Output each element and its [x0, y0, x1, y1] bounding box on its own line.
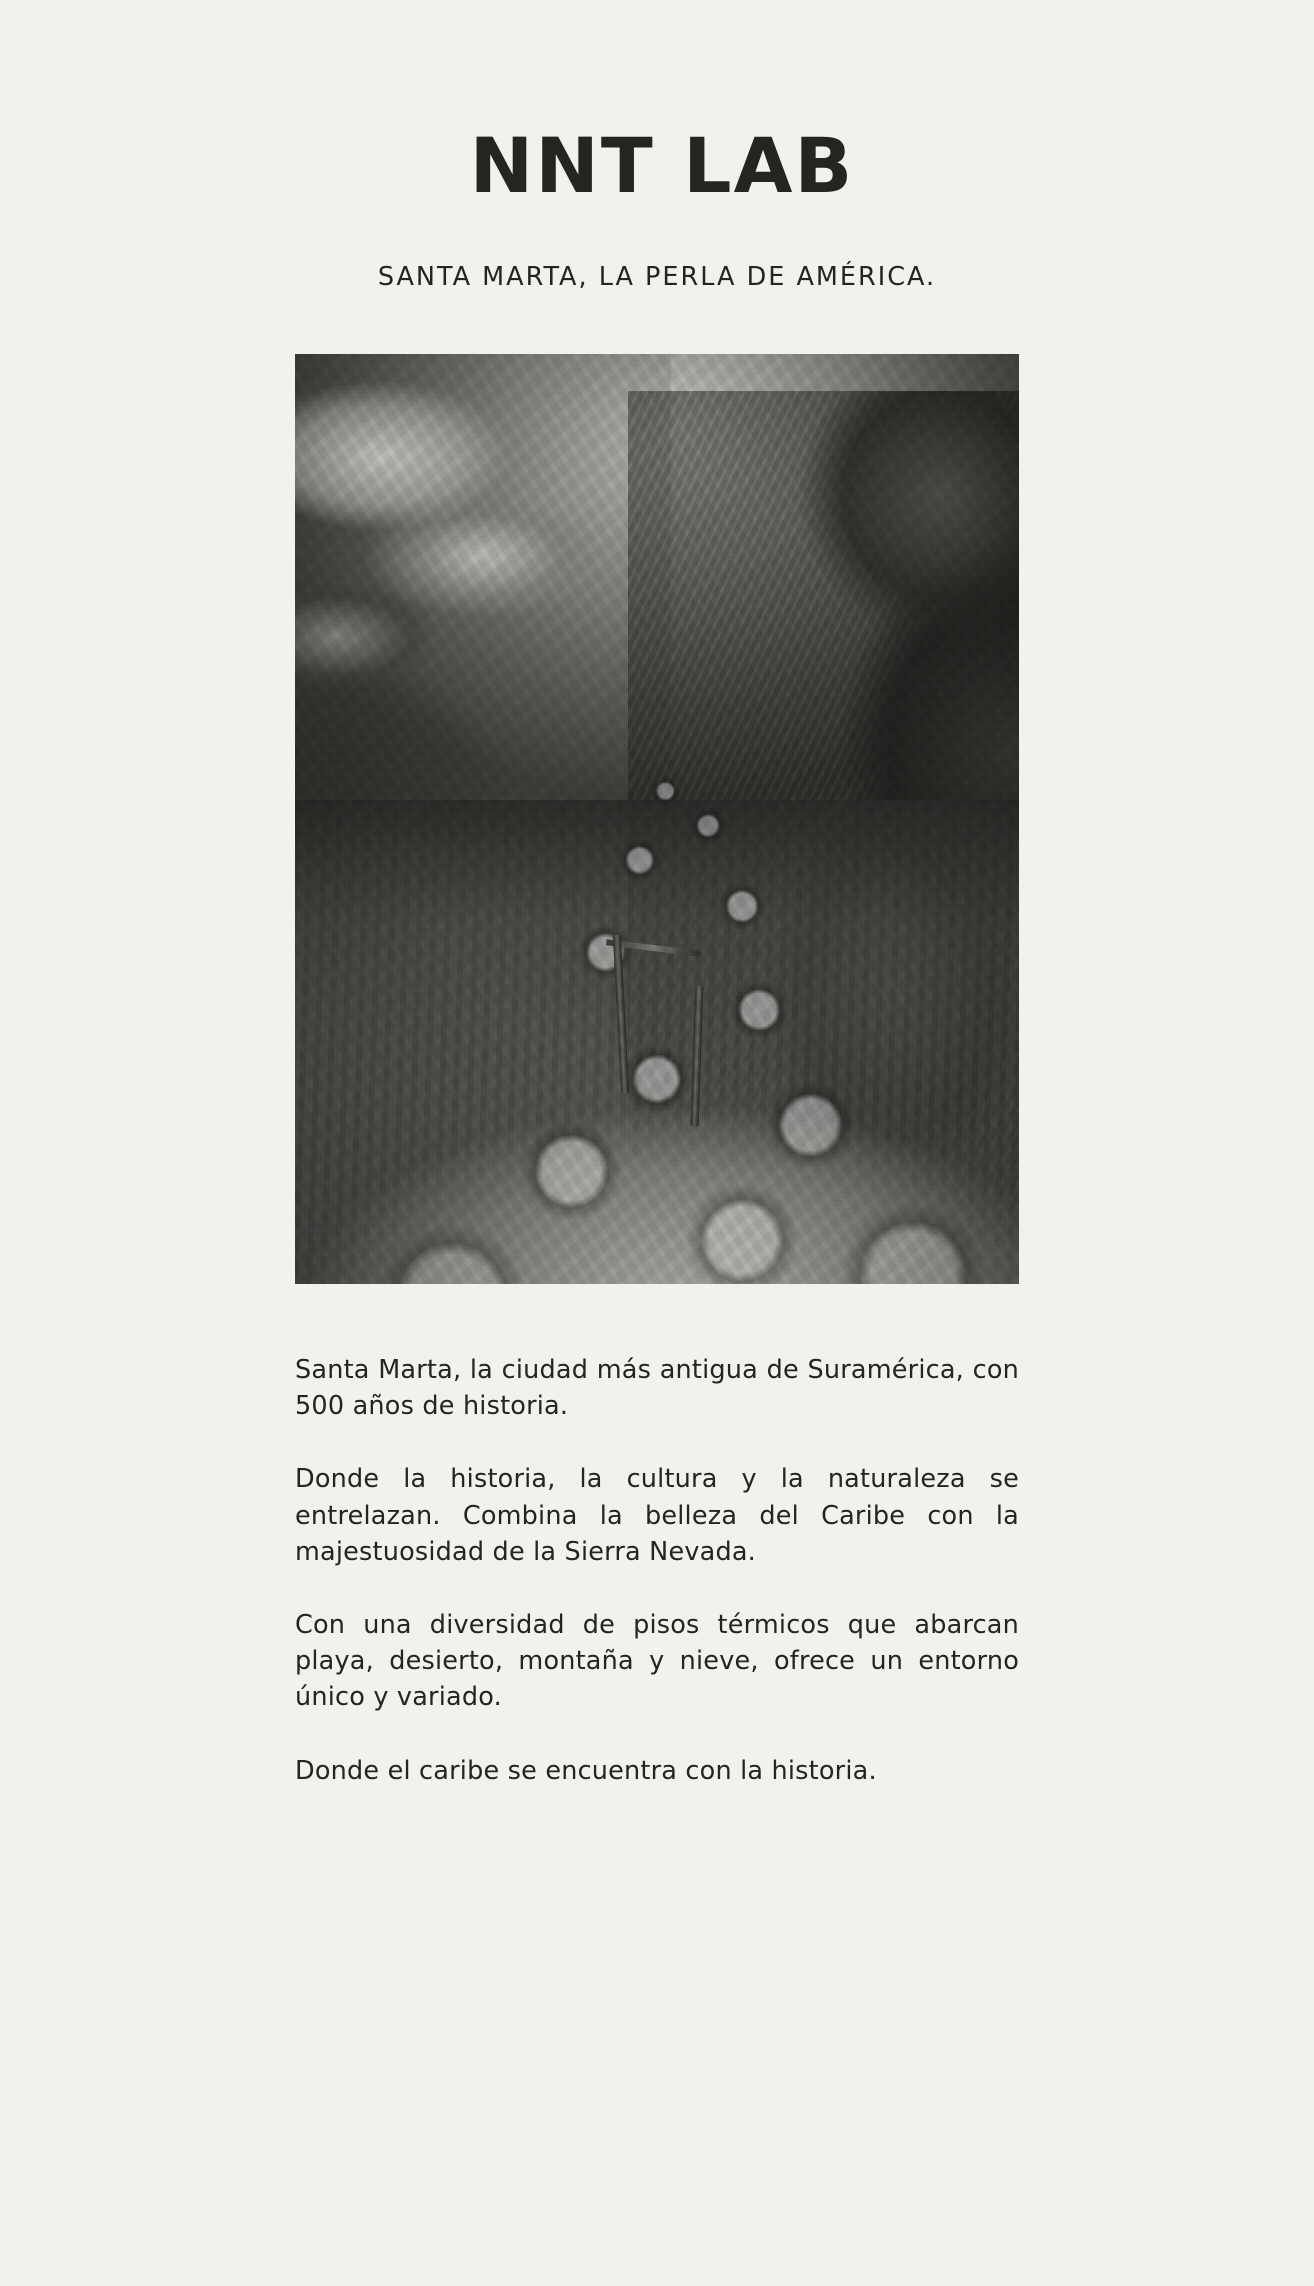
paragraph-1: Santa Marta, la ciudad más antigua de Suramérica, con 500 años de historia. [295, 1355, 1019, 1422]
body-copy [295, 1284, 1019, 1789]
photo-container [295, 354, 1019, 1284]
paragraph-3: Con una diversidad de pisos térmicos que abarcan playa, desierto, montaña y nieve, ofrece un entorno único y variado. [295, 1610, 1019, 1713]
jungle-stone-path-photo [295, 354, 1019, 1284]
page-subtitle: SANTA MARTA, LA PERLA DE AMÉRICA. [377, 262, 937, 292]
photo-layer-grain [295, 354, 1019, 1284]
paragraph-2: Donde la historia, la cultura y la naturaleza se entrelazan. Combina la belleza del Caribe con la majestuosidad de la Sierra Nevada. [295, 1464, 1019, 1567]
page-title: NNT LAB [469, 121, 855, 210]
paragraph-4: Donde el caribe se encuentra con la historia. [295, 1755, 877, 1786]
content-column [295, 0, 1019, 1789]
